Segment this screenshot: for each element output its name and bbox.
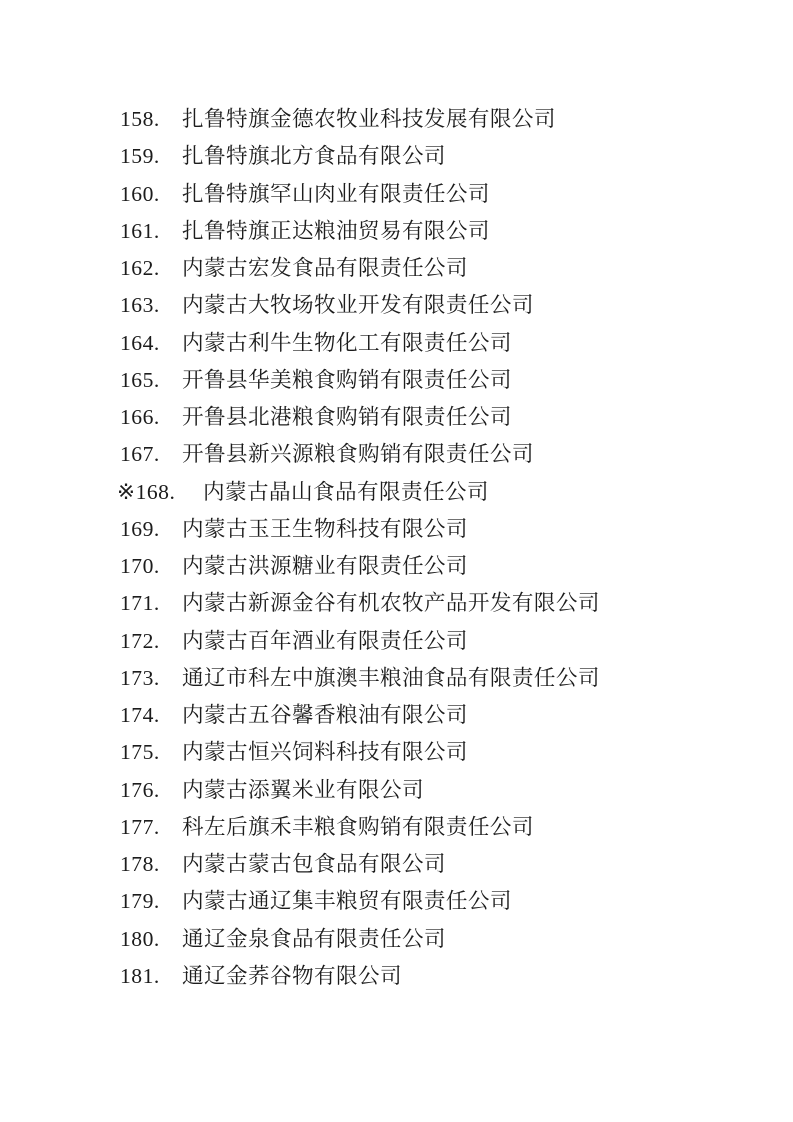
- company-list: [117, 101, 730, 995]
- company-name: 内蒙古玉王生物科技有限公司: [182, 516, 468, 541]
- list-item: [120, 213, 730, 250]
- item-number: ※168.: [117, 479, 176, 504]
- company-name: 扎鲁特旗金德农牧业科技发展有限公司: [182, 107, 556, 131]
- company-name: 内蒙古宏发食品有限责任公司: [182, 256, 468, 280]
- list-item: [120, 287, 730, 324]
- list-item: [120, 138, 730, 175]
- list-item: [120, 585, 730, 622]
- list-item: [120, 250, 730, 287]
- list-item: [120, 660, 730, 697]
- item-number: 171.: [120, 591, 160, 616]
- company-name: 开鲁县北港粮食购销有限责任公司: [182, 405, 512, 429]
- item-number: 166.: [120, 405, 160, 429]
- list-item: [120, 399, 730, 436]
- item-number: 175.: [120, 740, 160, 765]
- company-name: 内蒙古洪源糖业有限责任公司: [182, 554, 468, 578]
- item-number: 173.: [120, 665, 160, 690]
- list-item: [120, 772, 730, 809]
- list-item: [120, 362, 730, 399]
- company-name: 通辽金泉食品有限责任公司: [182, 926, 446, 951]
- item-number: 174.: [120, 703, 160, 727]
- item-number: 178.: [120, 852, 160, 876]
- company-name: 开鲁县华美粮食购销有限责任公司: [182, 367, 512, 392]
- list-item: [120, 809, 730, 846]
- company-name: 科左后旗禾丰粮食购销有限责任公司: [182, 814, 534, 839]
- item-number: 165.: [120, 367, 160, 392]
- list-item: [120, 101, 730, 138]
- item-number: 161.: [120, 218, 160, 243]
- company-name: 内蒙古晶山食品有限责任公司: [203, 479, 489, 504]
- item-number: 158.: [120, 107, 160, 131]
- company-name: 通辽金荞谷物有限公司: [182, 963, 402, 988]
- company-name: 内蒙古恒兴饲料科技有限公司: [182, 740, 468, 765]
- list-item: [120, 921, 730, 958]
- item-number: 164.: [120, 330, 160, 355]
- item-number: 162.: [120, 256, 160, 280]
- company-name: 内蒙古新源金谷有机农牧产品开发有限公司: [182, 591, 600, 616]
- company-name: 内蒙古利牛生物化工有限责任公司: [182, 330, 512, 355]
- company-name: 扎鲁特旗正达粮油贸易有限公司: [182, 218, 490, 243]
- company-name: 内蒙古通辽集丰粮贸有限责任公司: [182, 889, 512, 914]
- item-number: 179.: [120, 889, 160, 914]
- company-name: 内蒙古百年酒业有限责任公司: [182, 628, 468, 653]
- list-item: [120, 734, 730, 771]
- company-name: 开鲁县新兴源粮食购销有限责任公司: [182, 442, 534, 467]
- list-item: [120, 436, 730, 473]
- item-number: 167.: [120, 442, 160, 467]
- company-name: 扎鲁特旗北方食品有限公司: [182, 144, 446, 169]
- company-name: 通辽市科左中旗澳丰粮油食品有限责任公司: [182, 665, 600, 690]
- list-item: [120, 548, 730, 585]
- item-number: 176.: [120, 777, 160, 802]
- list-item: [120, 883, 730, 920]
- list-item: [120, 325, 730, 362]
- company-name: 扎鲁特旗罕山肉业有限责任公司: [182, 181, 490, 206]
- list-item: [120, 697, 730, 734]
- company-name: 内蒙古大牧场牧业开发有限责任公司: [182, 293, 534, 318]
- item-number: 180.: [120, 926, 160, 951]
- item-number: 160.: [120, 181, 160, 206]
- item-number: 177.: [120, 814, 160, 839]
- list-item: [120, 623, 730, 660]
- item-number: 170.: [120, 554, 160, 578]
- list-item: [117, 474, 730, 511]
- list-item: [120, 958, 730, 995]
- list-item: [120, 511, 730, 548]
- item-number: 172.: [120, 628, 160, 653]
- item-number: 163.: [120, 293, 160, 318]
- item-number: 159.: [120, 144, 160, 169]
- company-name: 内蒙古蒙古包食品有限公司: [182, 852, 446, 876]
- company-name: 内蒙古五谷馨香粮油有限公司: [182, 703, 468, 727]
- item-number: 181.: [120, 963, 160, 988]
- company-name: 内蒙古添翼米业有限公司: [182, 777, 424, 802]
- list-item: [120, 176, 730, 213]
- list-item: [120, 846, 730, 883]
- item-number: 169.: [120, 516, 160, 541]
